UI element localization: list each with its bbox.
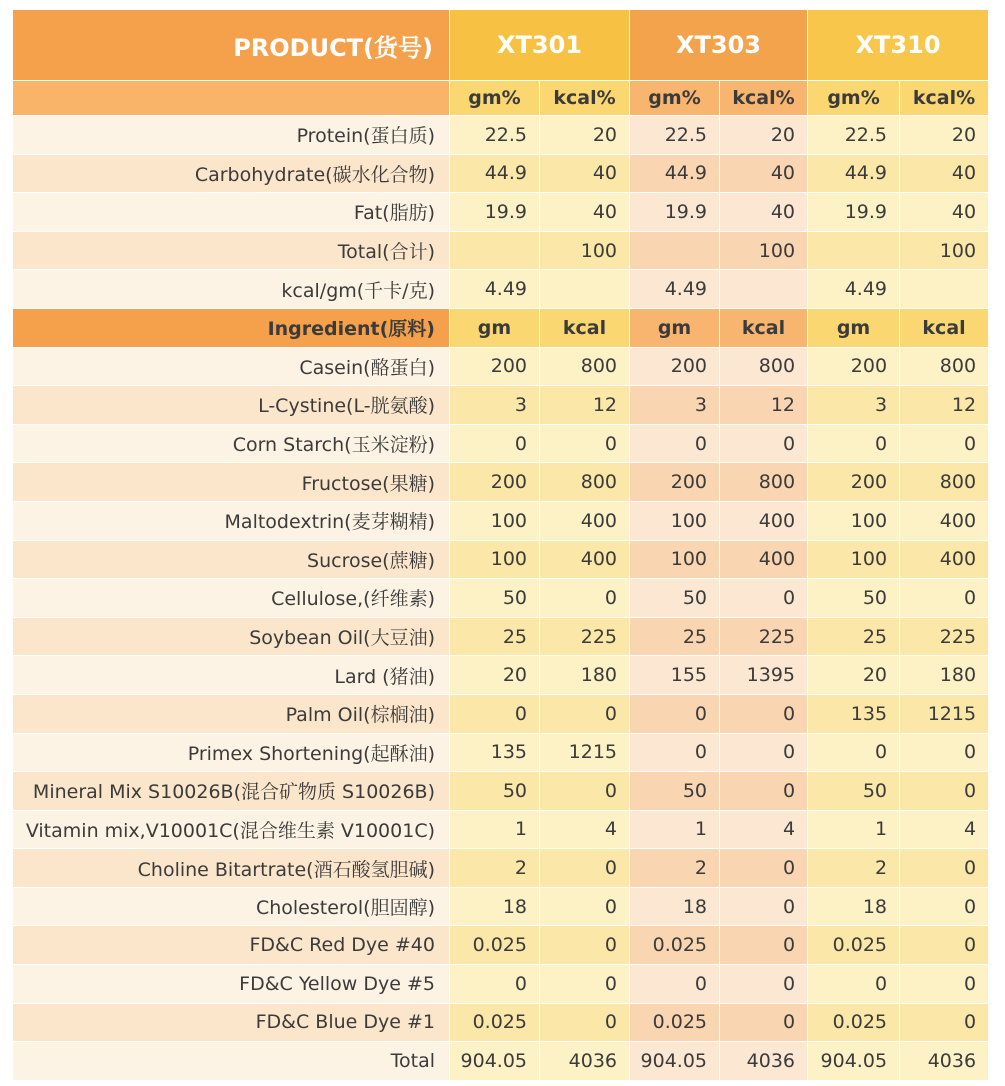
value-cell [540,270,630,309]
ingredient-row [13,965,988,1004]
value-cell: 0 [450,425,540,464]
value-cell: 0 [808,965,900,1004]
value-cell: 0.025 [808,1004,900,1043]
value-cell: 1 [450,811,540,850]
value-cell: 100 [808,502,900,541]
ingredient-header-label: Ingredient(原料) [13,309,450,348]
value-cell: 0 [540,926,630,965]
value-cell: 100 [720,232,808,271]
row-label: FD&C Blue Dye #1 [13,1004,450,1043]
value-cell: 0 [450,695,540,734]
value-cell: 50 [450,772,540,811]
value-cell: 800 [720,463,808,502]
row-label: Lard (猪油) [13,656,450,695]
ingredient-row [13,579,988,618]
value-cell: 44.9 [450,155,540,194]
value-cell: 20 [900,116,988,155]
value-cell: 4036 [900,1042,988,1081]
value-cell: 0 [720,926,808,965]
value-cell: 19.9 [808,193,900,232]
unit-header-cell: kcal% [540,81,630,116]
row-label: Choline Bitartrate(酒石酸氢胆碱) [13,849,450,888]
row-label: Maltodextrin(麦芽糊精) [13,502,450,541]
summary-row [13,155,988,194]
value-cell: 800 [900,463,988,502]
unit-header-cell: kcal% [900,81,988,116]
value-cell: 800 [540,463,630,502]
ingredient-row [13,695,988,734]
ingredient-row [13,656,988,695]
value-cell: 200 [450,348,540,387]
value-cell: 18 [450,888,540,927]
value-cell: 22.5 [630,116,720,155]
value-cell: 20 [808,656,900,695]
summary-row [13,232,988,271]
value-cell: 800 [720,348,808,387]
value-cell [450,232,540,271]
value-cell: 50 [808,772,900,811]
ingredient-unit-cell: kcal [720,309,808,348]
value-cell: 20 [540,116,630,155]
value-cell: 100 [630,502,720,541]
value-cell [808,232,900,271]
value-cell: 400 [540,541,630,580]
value-cell: 4.49 [808,270,900,309]
row-label: Cellulose,(纤维素) [13,579,450,618]
value-cell: 0 [630,695,720,734]
value-cell: 4.49 [450,270,540,309]
value-cell: 135 [808,695,900,734]
value-cell: 0 [540,772,630,811]
product-xt303-header: XT303 [630,10,808,81]
diet-formula-table [13,10,988,1081]
value-cell: 0 [630,734,720,773]
ingredient-row [13,849,988,888]
value-cell: 0 [900,425,988,464]
value-cell: 100 [630,541,720,580]
value-cell: 12 [720,386,808,425]
ingredient-row [13,1042,988,1081]
value-cell: 100 [540,232,630,271]
value-cell: 50 [808,579,900,618]
value-cell: 0 [808,734,900,773]
value-cell: 0 [720,425,808,464]
value-cell: 800 [540,348,630,387]
value-cell: 25 [630,618,720,657]
value-cell: 40 [720,193,808,232]
value-cell: 0 [900,849,988,888]
value-cell: 0 [540,579,630,618]
value-cell: 200 [808,463,900,502]
product-header-label: PRODUCT(货号) [13,10,450,81]
value-cell: 25 [808,618,900,657]
value-cell: 0 [630,965,720,1004]
product-header-row [13,10,988,81]
value-cell: 4036 [720,1042,808,1081]
value-cell: 904.05 [808,1042,900,1081]
value-cell: 3 [630,386,720,425]
row-label: Total [13,1042,450,1081]
ingredient-row [13,386,988,425]
value-cell: 40 [720,155,808,194]
value-cell: 0 [720,772,808,811]
diet-formula-table-container [13,10,988,1081]
value-cell: 0 [720,849,808,888]
value-cell: 22.5 [450,116,540,155]
ingredient-row [13,618,988,657]
value-cell: 0 [900,734,988,773]
value-cell: 0 [540,695,630,734]
value-cell: 180 [540,656,630,695]
row-label: Fat(脂肪) [13,193,450,232]
value-cell: 40 [540,193,630,232]
value-cell: 4 [540,811,630,850]
value-cell: 800 [900,348,988,387]
value-cell: 0 [720,734,808,773]
row-label: Cholesterol(胆固醇) [13,888,450,927]
value-cell [630,232,720,271]
ingredient-row [13,1004,988,1043]
ingredient-row [13,888,988,927]
value-cell: 18 [630,888,720,927]
value-cell: 1 [630,811,720,850]
row-label: FD&C Red Dye #40 [13,926,450,965]
value-cell: 0 [900,1004,988,1043]
value-cell: 100 [900,232,988,271]
ingredient-unit-cell: gm [450,309,540,348]
row-label: L-Cystine(L-胱氨酸) [13,386,450,425]
row-label: Soybean Oil(大豆油) [13,618,450,657]
value-cell: 400 [720,502,808,541]
ingredient-row [13,811,988,850]
units-header-row [13,81,988,116]
units-header-blank [13,81,450,116]
summary-row [13,116,988,155]
value-cell: 0 [540,425,630,464]
row-label: Vitamin mix,V10001C(混合维生素 V10001C) [13,811,450,850]
value-cell: 225 [540,618,630,657]
unit-header-cell: gm% [808,81,900,116]
value-cell: 2 [450,849,540,888]
value-cell: 40 [540,155,630,194]
value-cell: 50 [630,579,720,618]
value-cell: 225 [720,618,808,657]
value-cell [720,270,808,309]
value-cell: 0 [450,965,540,1004]
value-cell: 2 [808,849,900,888]
value-cell: 1395 [720,656,808,695]
value-cell: 4 [900,811,988,850]
value-cell: 2 [630,849,720,888]
value-cell: 0.025 [808,926,900,965]
value-cell: 0 [720,965,808,1004]
value-cell: 12 [540,386,630,425]
value-cell: 0 [900,579,988,618]
value-cell: 3 [808,386,900,425]
value-cell: 1215 [900,695,988,734]
value-cell: 0 [630,425,720,464]
value-cell: 1 [808,811,900,850]
ingredient-row [13,772,988,811]
value-cell: 180 [900,656,988,695]
value-cell [900,270,988,309]
ingredient-row [13,502,988,541]
value-cell: 44.9 [808,155,900,194]
value-cell: 0 [808,425,900,464]
value-cell: 40 [900,193,988,232]
value-cell: 904.05 [630,1042,720,1081]
ingredient-row [13,734,988,773]
value-cell: 0 [900,926,988,965]
row-label: Palm Oil(棕榈油) [13,695,450,734]
row-label: Sucrose(蔗糖) [13,541,450,580]
value-cell: 4 [720,811,808,850]
value-cell: 0.025 [450,1004,540,1043]
value-cell: 400 [900,502,988,541]
value-cell: 44.9 [630,155,720,194]
ingredient-header-row [13,309,988,348]
ingredient-row [13,926,988,965]
value-cell: 4.49 [630,270,720,309]
value-cell: 200 [630,348,720,387]
value-cell: 100 [450,502,540,541]
value-cell: 904.05 [450,1042,540,1081]
value-cell: 200 [450,463,540,502]
row-label: Casein(酪蛋白) [13,348,450,387]
row-label: Mineral Mix S10026B(混合矿物质 S10026B) [13,772,450,811]
ingredient-unit-cell: kcal [540,309,630,348]
ingredient-unit-cell: kcal [900,309,988,348]
ingredient-unit-cell: gm [808,309,900,348]
value-cell: 19.9 [450,193,540,232]
ingredient-row [13,463,988,502]
row-label: Fructose(果糖) [13,463,450,502]
value-cell: 18 [808,888,900,927]
value-cell: 12 [900,386,988,425]
ingredient-row [13,541,988,580]
unit-header-cell: gm% [630,81,720,116]
row-label: Protein(蛋白质) [13,116,450,155]
value-cell: 200 [630,463,720,502]
value-cell: 0 [540,1004,630,1043]
value-cell: 4036 [540,1042,630,1081]
value-cell: 400 [900,541,988,580]
value-cell: 1215 [540,734,630,773]
value-cell: 400 [720,541,808,580]
value-cell: 0 [540,888,630,927]
value-cell: 155 [630,656,720,695]
value-cell: 400 [540,502,630,541]
value-cell: 19.9 [630,193,720,232]
value-cell: 0 [540,849,630,888]
row-label: FD&C Yellow Dye #5 [13,965,450,1004]
row-label: Total(合计) [13,232,450,271]
ingredient-row [13,348,988,387]
value-cell: 20 [720,116,808,155]
value-cell: 3 [450,386,540,425]
value-cell: 225 [900,618,988,657]
value-cell: 200 [808,348,900,387]
unit-header-cell: kcal% [720,81,808,116]
value-cell: 0 [540,965,630,1004]
value-cell: 0 [900,888,988,927]
value-cell: 0.025 [630,926,720,965]
value-cell: 135 [450,734,540,773]
value-cell: 0.025 [450,926,540,965]
value-cell: 25 [450,618,540,657]
value-cell: 40 [900,155,988,194]
value-cell: 50 [630,772,720,811]
row-label: Primex Shortening(起酥油) [13,734,450,773]
value-cell: 0 [900,965,988,1004]
ingredient-unit-cell: gm [630,309,720,348]
value-cell: 0 [720,888,808,927]
product-xt301-header: XT301 [450,10,630,81]
value-cell: 50 [450,579,540,618]
product-xt310-header: XT310 [808,10,988,81]
value-cell: 22.5 [808,116,900,155]
value-cell: 0 [900,772,988,811]
row-label: kcal/gm(千卡/克) [13,270,450,309]
value-cell: 0.025 [630,1004,720,1043]
row-label: Corn Starch(玉米淀粉) [13,425,450,464]
value-cell: 0 [720,579,808,618]
summary-row [13,270,988,309]
value-cell: 100 [450,541,540,580]
ingredient-row [13,425,988,464]
value-cell: 20 [450,656,540,695]
unit-header-cell: gm% [450,81,540,116]
summary-row [13,193,988,232]
row-label: Carbohydrate(碳水化合物) [13,155,450,194]
value-cell: 0 [720,695,808,734]
value-cell: 100 [808,541,900,580]
value-cell: 0 [720,1004,808,1043]
